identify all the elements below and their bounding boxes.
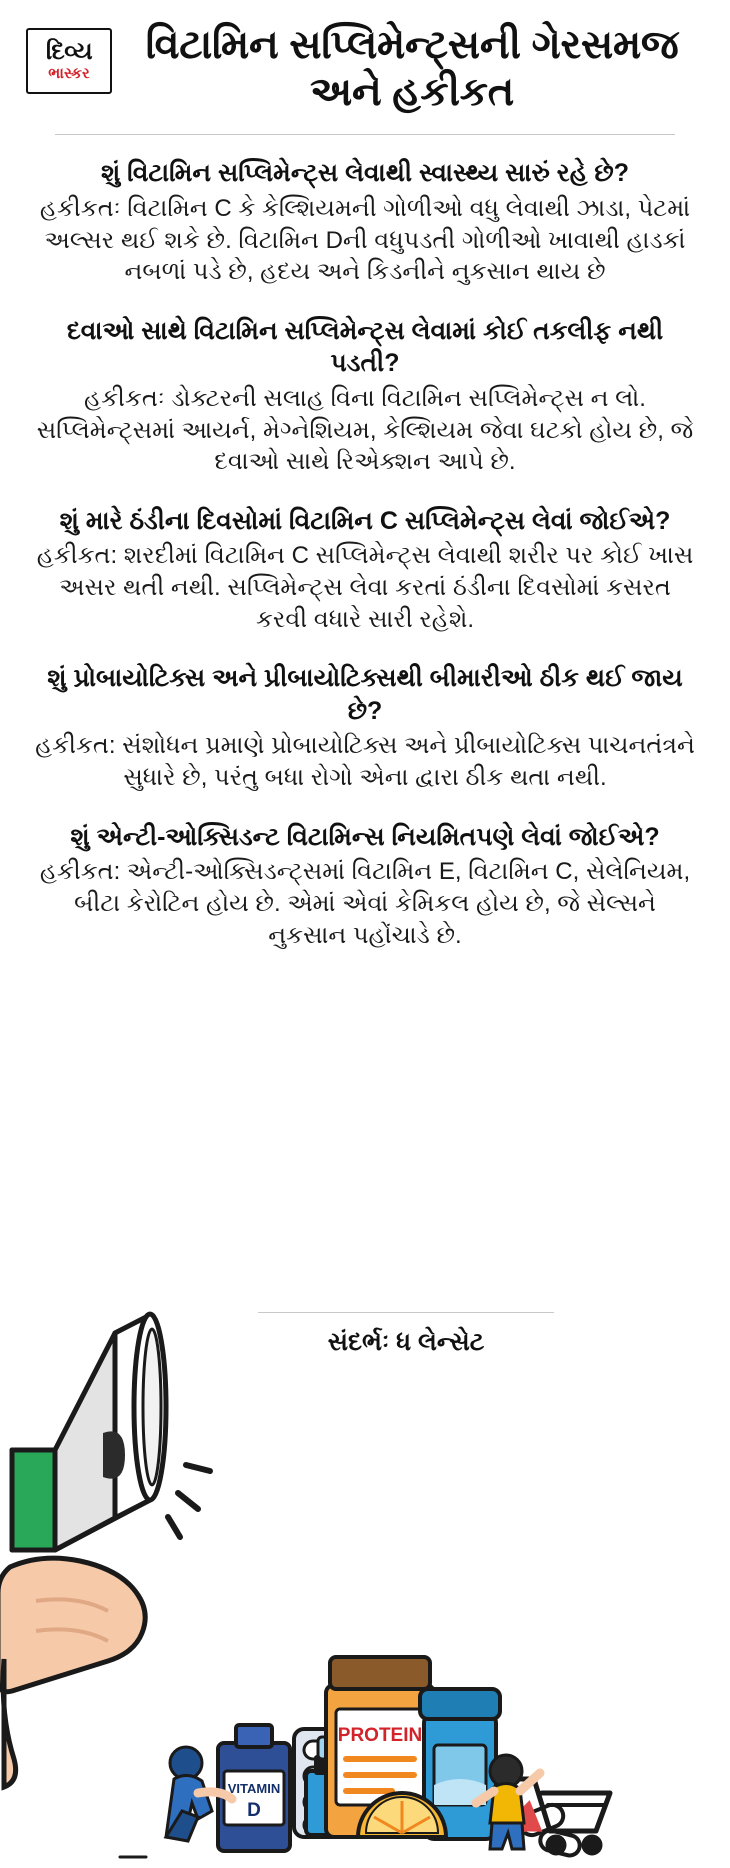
brand-logo (26, 28, 112, 94)
qa-question: શું એન્ટી-ઓક્સિડન્ટ વિટામિન્સ નિયમિતપણે લેવાં જોઈએ? (70, 822, 660, 851)
qa-item (34, 157, 696, 288)
qa-list (0, 135, 730, 951)
svg-text:PROTEIN: PROTEIN (337, 1725, 423, 1746)
illustration (0, 1285, 730, 1868)
megaphone-icon (12, 1314, 210, 1550)
hand-icon (0, 1558, 145, 1787)
qa-answer: હકીકત: શરદીમાં વિટામિન C સપ્લિમેન્ટ્સ લેવાથી શરીર પર કોઈ ખાસ અસર થતી નથી. સપ્લિમેન્ટ્સ લેવા કરતાં ઠંડીના દિવસોમાં કસરત કરવી વધારે સારી રહેશે. (36, 542, 694, 633)
header (0, 0, 730, 116)
qa-answer: હકીકત: એન્ટી-ઓક્સિડન્ટ્સમાં વિટામિન E, વિટામિન C, સેલેનિયમ, બીટા કેરોટિન હોય છે. એમાં એવાં કેમિકલ હોય છે, જે સેલ્સને નુકસાન પહોંચાડે છે. (39, 858, 691, 949)
brand-logo-line1: દિવ્ય (45, 37, 93, 65)
vitamin-bottle-icon (218, 1725, 290, 1851)
footer (0, 1285, 730, 1868)
qa-item (34, 505, 696, 636)
qa-question: શું મારે ઠંડીના દિવસોમાં વિટામિન C સપ્લિમેન્ટ્સ લેવાં જોઈએ? (59, 506, 671, 535)
qa-question: દવાઓ સાથે વિટામિન સપ્લિમેન્ટ્સ લેવામાં કોઈ તકલીફ નથી પડતી? (66, 316, 664, 378)
qa-item (34, 315, 696, 478)
svg-text:D: D (247, 1800, 261, 1821)
qa-item (34, 662, 696, 793)
qa-question: શું વિટામિન સપ્લિમેન્ટ્સ લેવાથી સ્વાસ્થ્ય સારું રહે છે? (100, 159, 630, 188)
qa-item (34, 821, 696, 952)
svg-text:VITAMIN: VITAMIN (227, 1781, 281, 1796)
source-label: સંદર્ભઃ ધ લેન્સેટ (327, 1328, 485, 1356)
page-title: વિટામિન સપ્લિમેન્ટ્સની ગેરસમજ અને હકીકત (145, 23, 679, 115)
qa-answer: હકીકત: સંશોધન પ્રમાણે પ્રોબાયોટિક્સ અને પ્રીબાયોટિક્સ પાચનતંત્રને સુધારે છે, પરંતુ બધા રોગો એના દ્વારા ઠીક થતા નથી. (35, 732, 695, 792)
qa-answer: હકીકતઃ ડોક્ટરની સલાહ વિના વિટામિન સપ્લિમેન્ટ્સ ન લો. સપ્લિમેન્ટ્સમાં આયર્ન, મેગ્નેશિયમ, કેલ્શિયમ જેવા ઘટકો હોય છે, જે દવાઓ સાથે રિએક્શન આપે છે. (36, 384, 694, 476)
title-wrap (112, 22, 704, 116)
brand-logo-line2: ભાસ્કર (48, 64, 90, 82)
qa-question: શું પ્રોબાયોટિક્સ અને પ્રીબાયોટિક્સથી બીમારીઓ ઠીક થઈ જાય છે? (47, 664, 683, 725)
qa-answer: હકીકતઃ વિટામિન C કે કેલ્શિયમની ગોળીઓ વધુ લેવાથી ઝાડા, પેટમાં અલ્સર થઈ શકે છે. વિટામિન Dની વધુપડતી ગોળીઓ ખાવાથી હાડકાં નબળાં પડે છે, હદય અને કિડનીને નુકસાન થાય છે (39, 194, 691, 286)
